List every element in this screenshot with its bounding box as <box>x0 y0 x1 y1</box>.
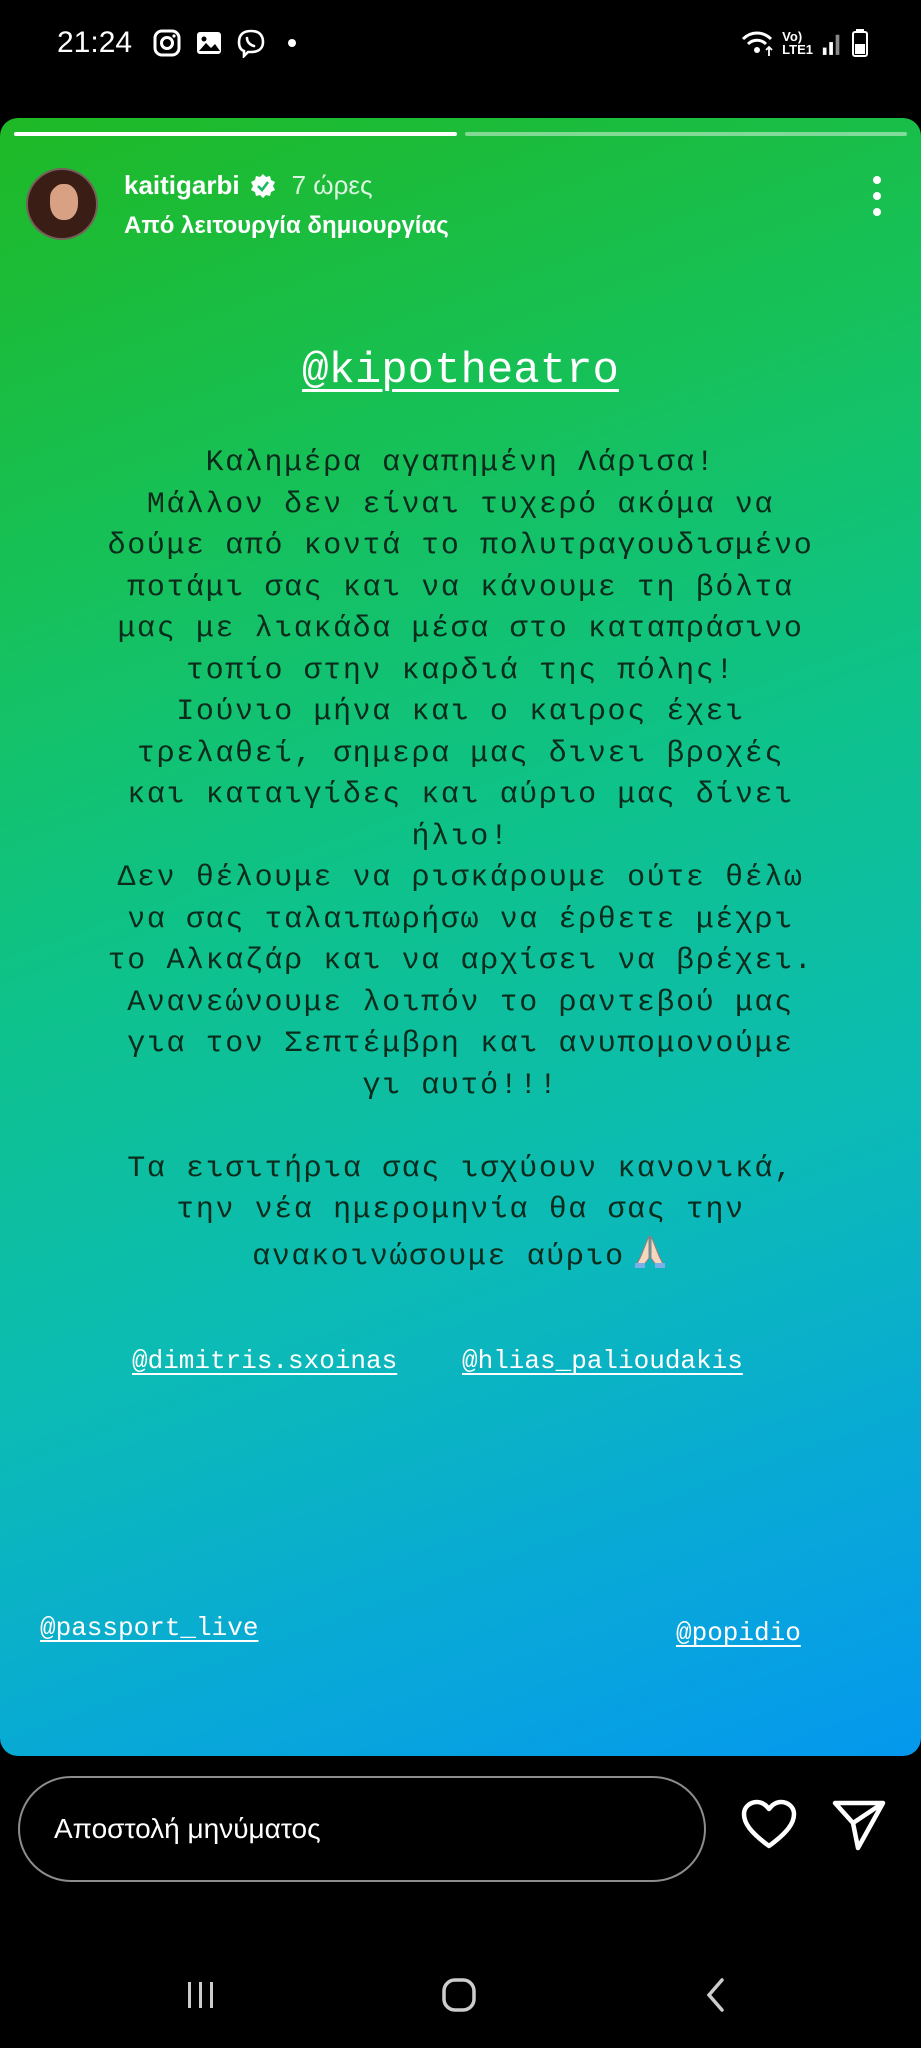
more-options-icon[interactable] <box>869 176 885 216</box>
text-line: το Αλκαζάρ και να αρχίσει να βρέχει. <box>107 944 814 978</box>
username[interactable]: kaitigarbi <box>124 170 240 200</box>
system-navigation-bar <box>0 1940 921 2048</box>
send-icon[interactable] <box>830 1796 888 1854</box>
more-notifications-dot <box>288 39 296 47</box>
story-header <box>26 160 895 250</box>
text-line: τοπίο στην καρδιά της πόλης! <box>186 653 735 688</box>
status-system-icons <box>740 28 871 58</box>
story-time: 7 ώρες <box>291 170 373 200</box>
text-line: Δεν θέλουμε να ρισκάρουμε ούτε θέλω <box>117 861 804 895</box>
story-subtitle: Από λειτουργία δημιουργίας <box>124 212 449 239</box>
text-line: τρελαθεί, σημερα μας δινει βροχές <box>137 736 784 771</box>
story-card[interactable] <box>0 118 921 1756</box>
reply-placeholder: Αποστολή μηνύματος <box>54 1813 321 1844</box>
mention-popidio[interactable]: @popidio <box>676 1618 801 1648</box>
network-type-label: Vo) LTE1 <box>782 29 813 57</box>
wifi-icon <box>740 28 774 58</box>
text-line: Ιούνιο μήνα και ο καιρος έχει <box>176 695 745 729</box>
text-line: για τον Σεπτέμβρη και ανυπομονούμε <box>127 1027 794 1061</box>
battery-icon <box>851 28 871 58</box>
mention-passport-live[interactable]: @passport_live <box>40 1613 259 1643</box>
mention-dimitris[interactable]: @dimitris.sxoinas <box>132 1346 398 1376</box>
verified-badge-icon <box>250 173 276 199</box>
progress-segment <box>14 132 457 136</box>
text-line: γι αυτό!!! <box>362 1068 559 1103</box>
mention-hlias[interactable]: @hlias_palioudakis <box>462 1346 743 1376</box>
recent-apps-icon[interactable] <box>176 1970 226 2020</box>
text-line: Καλημέρα αγαπημένη Λάρισα! <box>205 446 716 480</box>
text-line: μας με λιακάδα μέσα στο καταπράσινο <box>117 612 804 646</box>
story-progress <box>14 132 907 136</box>
home-icon[interactable] <box>434 1970 484 2020</box>
text-line: ποτάμι σας και να κάνουμε τη βόλτα <box>127 570 794 605</box>
text-line: ήλιο! <box>411 819 510 854</box>
text-line: Τα εισιτήρια σας ισχύουν κανονικά, <box>127 1151 794 1186</box>
text-line: Μάλλον δεν είναι τυχερό ακόμα να <box>146 487 775 522</box>
status-bar <box>0 0 921 90</box>
text-line: ανακοινώσουμε αύριο <box>40 1232 881 1274</box>
status-time: 21:24 <box>57 26 133 59</box>
text-line: και καταιγίδες και αύριο μας δίνει <box>127 778 794 812</box>
avatar[interactable] <box>26 168 98 240</box>
user-line <box>124 170 373 201</box>
gallery-icon <box>194 28 224 58</box>
text-line: δούμε από κοντά το πολυτραγουδισμένο <box>107 529 814 563</box>
mention-kipotheatro[interactable]: @kipotheatro <box>302 346 619 396</box>
back-icon[interactable] <box>692 1970 742 2020</box>
story-text <box>40 443 881 1273</box>
instagram-icon <box>152 28 182 58</box>
praying-hands-icon <box>631 1232 669 1270</box>
viber-icon <box>236 28 266 58</box>
progress-segment <box>465 132 908 136</box>
text-line: Ανανεώνουμε λοιπόν το ραντεβού μας <box>127 985 794 1020</box>
text-line: να σας ταλαιπωρήσω να έρθετε μέχρι <box>127 902 794 937</box>
text-line: την νέα ημερομηνία θα σας την <box>176 1193 745 1227</box>
signal-icon <box>821 28 843 58</box>
reply-message-input[interactable] <box>18 1776 706 1882</box>
status-notification-icons <box>152 28 296 58</box>
like-heart-icon[interactable] <box>740 1796 798 1854</box>
